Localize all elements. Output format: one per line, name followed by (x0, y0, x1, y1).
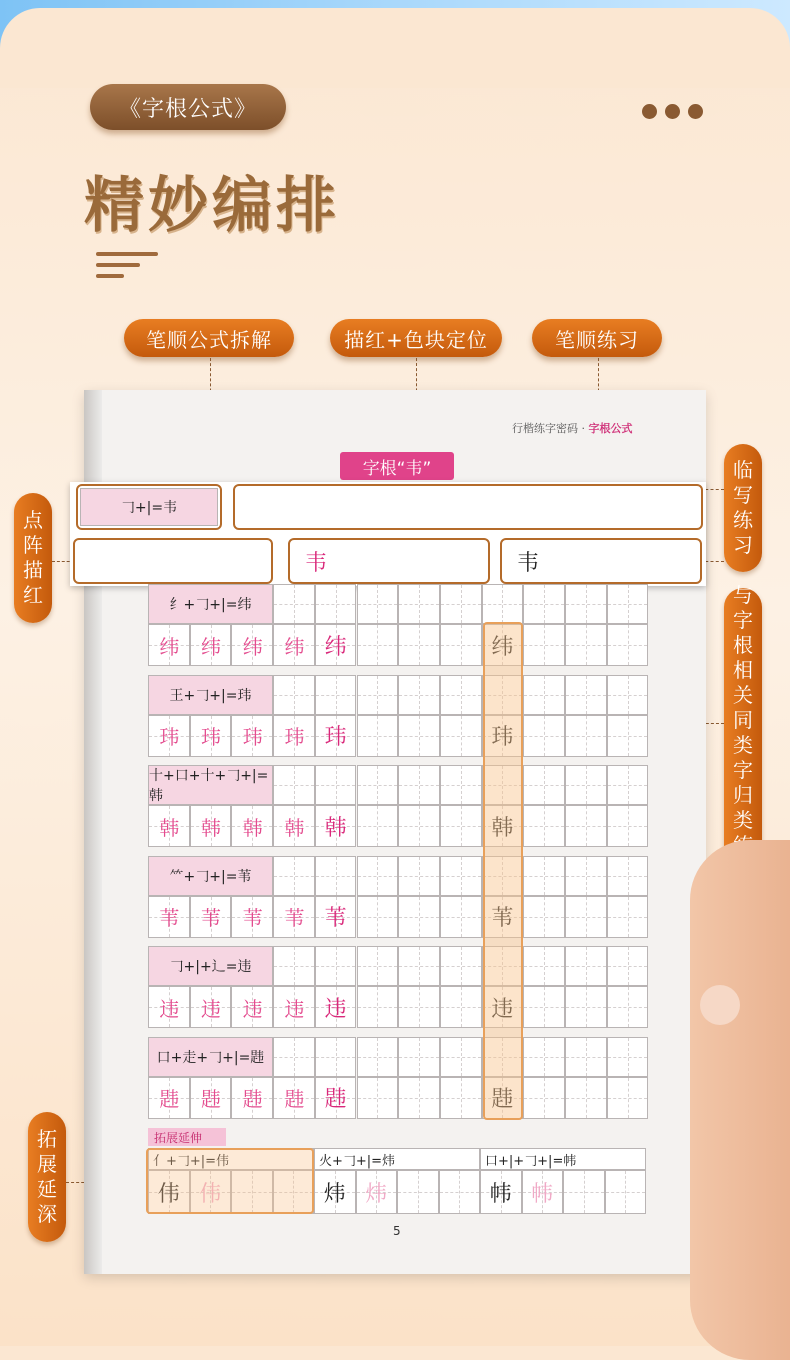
dot-trace-char: 韪 (201, 1087, 221, 1111)
grid-cell (398, 715, 440, 757)
grid-cell (565, 805, 607, 847)
grid-cell (315, 675, 357, 715)
grid-cell (273, 675, 315, 715)
copy-char: 玮 (491, 725, 514, 750)
row-formula-text: 十+口+十+𠃌+|=韩 (149, 768, 269, 804)
dot-trace-char: 韪 (159, 1087, 179, 1111)
trace-char: 纬 (324, 634, 347, 660)
series-tag (90, 84, 286, 130)
ext-formula-text: 火+𠃌+|=炜 (319, 1153, 396, 1169)
grid-cell (273, 584, 315, 624)
grid-cell (357, 765, 399, 805)
callout-label: 与字根相关同类字归类 (733, 583, 753, 832)
callout-stroke-formula (124, 319, 294, 357)
grid-cell (357, 805, 399, 847)
grid-cell (398, 1037, 440, 1077)
grid-cell (607, 584, 649, 624)
grid-cell (398, 675, 440, 715)
more-dots-icon (642, 104, 703, 119)
row-formula-text: ⺮+𠃌+|=苇 (169, 868, 252, 885)
grid-cell (563, 1170, 605, 1214)
row-formula-text: 王+𠃌+|=玮 (169, 687, 252, 704)
grid-cell (523, 896, 565, 938)
grid-cell (482, 584, 524, 624)
ext-formula (314, 1148, 480, 1170)
dot-trace-char: 纬 (284, 634, 304, 659)
grid-cell (273, 946, 315, 986)
copy-char: 韪 (491, 1087, 514, 1112)
grid-cell (523, 1037, 565, 1077)
grid-cell (523, 584, 565, 624)
grid-cell (523, 675, 565, 715)
content-panel (0, 8, 790, 88)
highlight-frame (76, 484, 222, 530)
grid-cell (315, 765, 357, 805)
grid-cell (440, 584, 482, 624)
grid-cell (565, 584, 607, 624)
grid-cell (398, 805, 440, 847)
callout-label: 临写练习 (733, 458, 753, 557)
grid-cell (605, 1170, 647, 1214)
grid-cell (439, 1170, 481, 1214)
page-number: 5 (393, 1224, 401, 1238)
callout-label: 笔顺公式拆解 (146, 327, 272, 352)
page-title: 精妙编排 (84, 171, 340, 241)
grid-cell (565, 675, 607, 715)
row-formula (148, 946, 273, 986)
grid-cell (440, 946, 482, 986)
grid-cell (565, 856, 607, 896)
dot-trace-char: 韩 (284, 815, 304, 840)
copy-char: 韦 (516, 550, 539, 576)
dot-trace-char: 违 (201, 996, 221, 1021)
grid-cell (357, 584, 399, 624)
book-header-title: 行楷练字密码 (512, 422, 578, 435)
grid-cell (357, 896, 399, 938)
series-tag-label: 《字根公式》 (118, 96, 257, 122)
callout-copy-practice (724, 444, 762, 572)
extension-highlight (146, 1148, 314, 1214)
row-formula-text: 纟+𠃌+|=纬 (169, 597, 252, 613)
grid-cell (357, 856, 399, 896)
ext-model-char: 炜 (323, 1181, 346, 1207)
grid-cell (440, 765, 482, 805)
grid-cell (523, 1077, 565, 1119)
grid-cell (440, 856, 482, 896)
copy-char: 韩 (491, 815, 514, 841)
grid-cell (398, 946, 440, 986)
grid-cell (523, 856, 565, 896)
dot-trace-char: 韩 (242, 815, 262, 840)
dot-trace-char: 苇 (284, 906, 304, 930)
row-formula (148, 675, 273, 715)
dot-trace-char: 玮 (242, 725, 262, 749)
thumbnail-image (700, 985, 740, 1025)
grid-cell (357, 675, 399, 715)
dot-trace-char: 韩 (159, 815, 179, 840)
ext-formula-text: 口+|+𠃌+|=帏 (485, 1153, 577, 1169)
grid-cell (523, 624, 565, 666)
main-formula-text: 𠃌+|=韦 (120, 500, 178, 516)
callout-trace-color (330, 319, 502, 357)
book-header: 行楷练字密码 · 字根公式 (512, 422, 633, 435)
ext-formula-text: 亻+𠃌+|=伟 (153, 1153, 230, 1169)
grid-cell (607, 946, 649, 986)
callout-label: 笔顺练习 (555, 327, 639, 352)
grid-cell (607, 805, 649, 847)
zigen-label: 字根“韦” (340, 452, 454, 480)
dot-trace-char: 违 (242, 996, 262, 1021)
grid-cell (398, 1077, 440, 1119)
highlight-frame (73, 538, 273, 584)
grid-cell (357, 715, 399, 757)
ext-trace-char: 炜 (365, 1181, 388, 1207)
dot-trace-char: 纬 (242, 634, 262, 659)
dot-trace-char: 苇 (242, 906, 262, 930)
grid-cell (523, 986, 565, 1028)
row-formula-text: 口+走+𠃌+|=韪 (156, 1049, 265, 1066)
grid-cell (565, 1077, 607, 1119)
grid-cell (440, 896, 482, 938)
dot-trace-char: 纬 (201, 634, 221, 659)
grid-cell (273, 856, 315, 896)
grid-cell (440, 1037, 482, 1077)
grid-cell (440, 805, 482, 847)
grid-cell (565, 896, 607, 938)
grid-cell (315, 946, 357, 986)
dot-trace-char: 违 (284, 996, 304, 1021)
ext-formula (480, 1148, 646, 1170)
grid-cell (565, 1037, 607, 1077)
dot-trace-char: 苇 (201, 906, 221, 930)
row-formula (148, 856, 273, 896)
callout-stroke-practice (532, 319, 662, 357)
book-header-section: 字根公式 (588, 422, 633, 435)
dot-trace-char: 玮 (201, 725, 221, 749)
decor-lines-icon (96, 252, 158, 285)
dot-trace-char: 苇 (159, 906, 179, 930)
row-formula (148, 1037, 273, 1077)
dot-trace-char: 玮 (159, 725, 179, 749)
grid-cell (565, 986, 607, 1028)
grid-cell (607, 986, 649, 1028)
dot-trace-char: 纬 (159, 634, 179, 659)
row-formula-text: 𠃌+|+辶=违 (169, 959, 252, 975)
trace-char: 韪 (324, 1087, 347, 1112)
grid-cell (565, 624, 607, 666)
copy-char: 苇 (491, 906, 514, 931)
grid-cell (607, 896, 649, 938)
grid-cell (440, 715, 482, 757)
trace-char: 玮 (324, 725, 347, 750)
hand-image (690, 840, 790, 1360)
grid-cell (607, 715, 649, 757)
grid-cell (523, 946, 565, 986)
ext-model-char: 帏 (489, 1181, 512, 1207)
dot-trace-char: 韩 (201, 815, 221, 840)
callout-dot-trace (14, 493, 52, 623)
grid-cell (398, 584, 440, 624)
grid-cell (273, 765, 315, 805)
highlight-frame (233, 484, 703, 530)
trace-char: 违 (324, 996, 347, 1022)
copy-char: 纬 (491, 634, 514, 660)
grid-cell (315, 856, 357, 896)
callout-label: 拓展延深 (37, 1127, 57, 1226)
callout-label: 点阵描红 (23, 508, 43, 607)
grid-cell (357, 986, 399, 1028)
grid-cell (523, 805, 565, 847)
ext-trace-char: 帏 (531, 1181, 554, 1207)
callout-extension (28, 1112, 66, 1242)
grid-cell (565, 765, 607, 805)
similar-chars-highlight (483, 622, 523, 1120)
grid-cell (440, 624, 482, 666)
dot-trace-char: 韪 (284, 1087, 304, 1111)
grid-cell (357, 946, 399, 986)
grid-cell (565, 715, 607, 757)
grid-cell (607, 675, 649, 715)
grid-cell (398, 856, 440, 896)
row-formula (148, 584, 273, 624)
grid-cell (523, 765, 565, 805)
grid-cell (607, 765, 649, 805)
grid-cell (607, 624, 649, 666)
ext-trace-char: 伟 (199, 1181, 222, 1207)
grid-cell (607, 856, 649, 896)
grid-cell (440, 675, 482, 715)
grid-cell (398, 765, 440, 805)
row-formula (148, 765, 273, 805)
grid-cell (607, 1077, 649, 1119)
grid-cell (523, 715, 565, 757)
grid-cell (357, 624, 399, 666)
grid-cell (273, 1037, 315, 1077)
dot-trace-char: 韪 (242, 1087, 262, 1111)
callout-label: 描红+色块定位 (344, 327, 488, 352)
callout-similar-chars (724, 583, 762, 878)
extension-label: 拓展延伸 (148, 1128, 226, 1146)
grid-cell (398, 986, 440, 1028)
grid-cell (440, 1077, 482, 1119)
grid-cell (565, 946, 607, 986)
grid-cell (607, 1037, 649, 1077)
dot-trace-char: 违 (159, 996, 179, 1021)
grid-cell (315, 584, 357, 624)
grid-cell (398, 624, 440, 666)
grid-cell (440, 986, 482, 1028)
grid-cell (315, 1037, 357, 1077)
trace-char: 苇 (324, 906, 347, 931)
grid-cell (398, 896, 440, 938)
ext-model-char: 伟 (157, 1181, 180, 1207)
trace-char: 韦 (304, 550, 327, 576)
grid-cell (357, 1037, 399, 1077)
trace-char: 韩 (324, 815, 347, 841)
grid-cell (357, 1077, 399, 1119)
copy-char: 违 (491, 996, 514, 1022)
dot-trace-char: 玮 (284, 725, 304, 749)
grid-cell (397, 1170, 439, 1214)
